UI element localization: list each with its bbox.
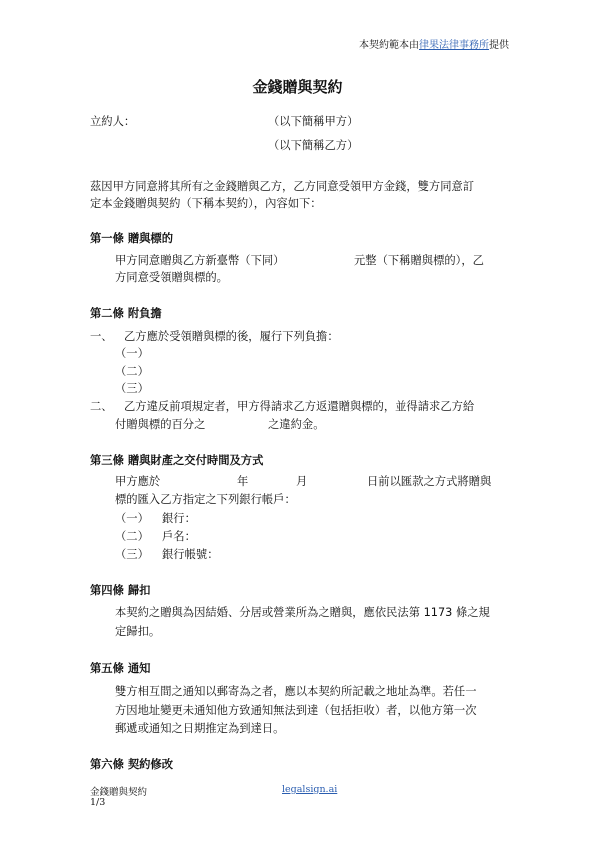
- footer-page-number: 1/3: [90, 797, 106, 808]
- intro-line-1: 茲因甲方同意將其所有之金錢贈與乙方，乙方同意受領甲方金錢，雙方同意訂: [90, 180, 475, 193]
- article-6-heading: 第六條 契約修改: [90, 758, 174, 771]
- article-3-line-1b: 年: [237, 475, 249, 488]
- article-2-sub-3: （三）: [115, 382, 149, 395]
- article-4-line-2: 定歸扣。: [115, 625, 161, 638]
- bank-item-1-label: 銀行：: [162, 512, 196, 525]
- article-5-line-3: 郵遞或通知之日期推定為到達日。: [115, 722, 285, 735]
- article-1-heading: 第一條 贈與標的: [90, 232, 174, 245]
- header-prefix: 本契約範本由: [359, 40, 419, 51]
- article-2-heading: 第二條 附負擔: [90, 307, 162, 320]
- article-2-item-2-line-2a: 付贈與標的百分之: [115, 418, 206, 431]
- article-1-line-2: 方同意受領贈與標的。: [115, 271, 228, 284]
- article-2-item-2-number: 二、: [90, 400, 113, 413]
- bank-item-3-number: （三）: [115, 548, 149, 561]
- document-title: 金錢贈與契約: [252, 78, 343, 96]
- article-3-line-1d: 日前以匯款之方式將贈與: [367, 475, 492, 488]
- article-5-heading: 第五條 通知: [90, 662, 151, 675]
- party-b-note: （以下簡稱乙方）: [268, 139, 359, 152]
- party-a-note: （以下簡稱甲方）: [268, 115, 359, 128]
- footer-document-name: 金錢贈與契約: [90, 787, 148, 798]
- article-2-item-1-number: 一、: [90, 330, 113, 343]
- bank-item-2-label: 戶名：: [162, 530, 196, 543]
- article-3-line-2: 標的匯入乙方指定之下列銀行帳戶：: [115, 493, 296, 506]
- bank-item-1-number: （一）: [115, 512, 149, 525]
- article-5-line-1: 雙方相互間之通知以郵寄為之者，應以本契約所記載之地址為準。若任一: [115, 685, 477, 698]
- article-4-heading: 第四條 歸扣: [90, 584, 151, 597]
- bank-item-3-label: 銀行帳號：: [162, 548, 219, 561]
- article-2-sub-1: （一）: [115, 347, 149, 360]
- parties-label: 立約人：: [90, 115, 136, 128]
- article-4-line-1: 本契約之贈與為因結婚、分居或營業所為之贈與，應依民法第 1173 條之規: [115, 606, 490, 619]
- article-5-line-2: 方因地址變更未通知他方致通知無法到達（包括拒收）者，以他方第一次: [115, 704, 477, 717]
- article-3-line-1a: 甲方應於: [115, 475, 161, 488]
- article-3-line-1c: 月: [296, 475, 308, 488]
- article-2-item-2-line-2b: 之違約金。: [268, 418, 325, 431]
- article-2-sub-2: （二）: [115, 365, 149, 378]
- article-3-heading: 第三條 贈與財產之交付時間及方式: [90, 454, 264, 467]
- header-note: [359, 36, 509, 51]
- article-1-line-1b: 元整（下稱贈與標的），乙: [354, 254, 484, 267]
- intro-line-2: 定本金錢贈與契約（下稱本契約），內容如下：: [90, 197, 322, 210]
- article-2-item-1-text: 乙方應於受領贈與標的後，履行下列負擔：: [124, 330, 339, 343]
- article-1-line-1a: 甲方同意贈與乙方新臺幣（下同）: [115, 254, 285, 267]
- bank-item-2-number: （二）: [115, 530, 149, 543]
- footer-site-link[interactable]: legalsign.ai: [282, 784, 338, 795]
- header-firm-link[interactable]: 律果法律事務所: [419, 40, 489, 51]
- article-2-item-2-text: 乙方違反前項規定者，甲方得請求乙方返還贈與標的，並得請求乙方給: [124, 400, 475, 413]
- header-suffix: 提供: [489, 40, 509, 51]
